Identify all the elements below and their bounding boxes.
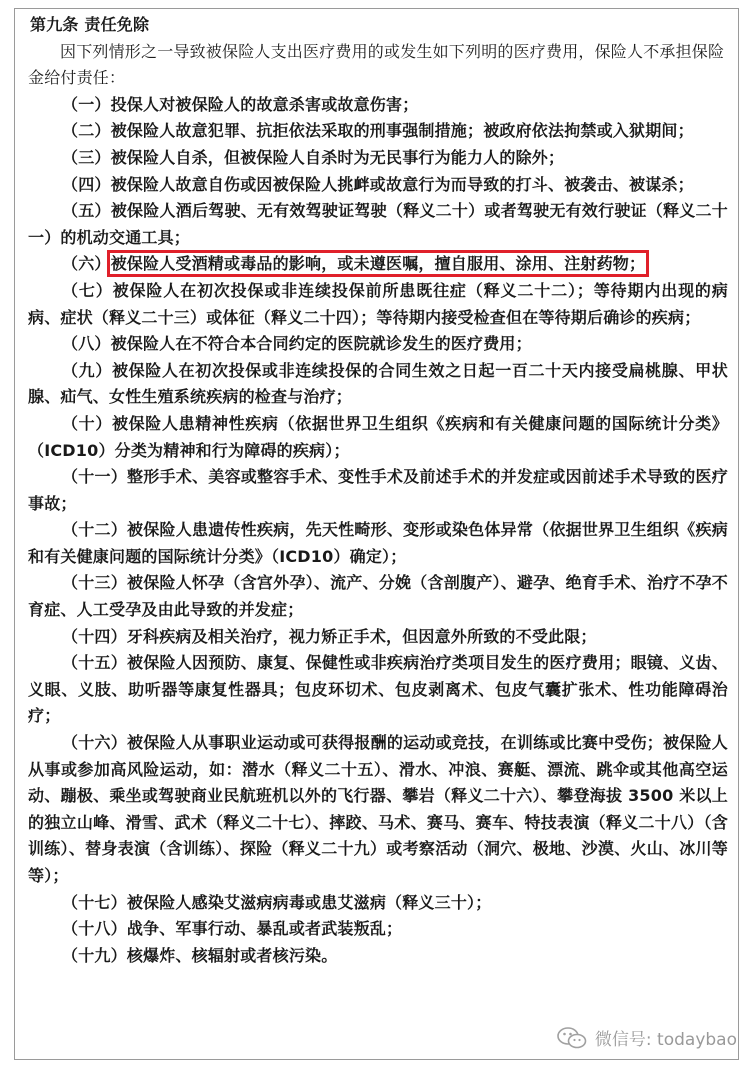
clause-8: （八）被保险人在不符合本合同约定的医院就诊发生的医疗费用； <box>62 334 532 354</box>
clause-17: （十七）被保险人感染艾滋病病毒或患艾滋病（释义三十）； <box>62 892 492 912</box>
clause-1: （一）投保人对被保险人的故意杀害或故意伤害； <box>62 94 419 114</box>
wechat-icon <box>557 1026 587 1050</box>
clause-9: （九）被保险人在初次投保或非连续投保的合同生效之日起一百二十天内接受扁桃腺、甲状腺、疝气、女性生殖系统疾病的检查与治疗； <box>28 360 728 407</box>
document-body <box>28 12 728 969</box>
clause-6: （六）被保险人受酒精或毒品的影响，或未遵医嘱，擅自服用、涂用、注射药物； <box>62 254 646 274</box>
clause-18: （十八）战争、军事行动、暴乱或者武装叛乱； <box>62 919 403 939</box>
clause-2: （二）被保险人故意犯罪、抗拒依法采取的刑事强制措施；被政府依法拘禁或入狱期间； <box>62 121 694 141</box>
section-title: 第九条 责任免除 <box>30 15 150 34</box>
watermark-text: 微信号: todaybao <box>594 1030 737 1050</box>
clause-14: （十四）牙科疾病及相关治疗，视力矫正手术，但因意外所致的不受此限； <box>62 626 597 646</box>
clause-5: （五）被保险人酒后驾驶、无有效驾驶证驾驶（释义二十）或者驾驶无有效行驶证（释义二十一）的机动交通工具； <box>28 201 728 247</box>
clause-10: （十）被保险人患精神性疾病（依据世界卫生组织《疾病和有关健康问题的国际统计分类》（ICD10）分类为精神和行为障碍的疾病）； <box>28 413 728 460</box>
clause-11: （十一）整形手术、美容或整容手术、变性手术及前述手术的并发症或因前述手术导致的医疗事故； <box>28 467 728 513</box>
clause-3: （三）被保险人自杀，但被保险人自杀时为无民事行为能力人的除外； <box>62 147 565 167</box>
clause-15: （十五）被保险人因预防、康复、保健性或非疾病治疗类项目发生的医疗费用；眼镜、义齿、义眼、义肢、助听器等康复性器具；包皮环切术、包皮剥离术、包皮气囊扩张术、性功能障碍治疗； <box>28 653 728 726</box>
clause-12: （十二）被保险人患遗传性疾病，先天性畸形、变形或染色体异常（依据世界卫生组织《疾病和有关健康问题的国际统计分类》（ICD10）确定）； <box>28 520 728 566</box>
intro-paragraph: 因下列情形之一导致被保险人支出医疗费用的或发生如下列明的医疗费用，保险人不承担保险金给付责任： <box>28 41 725 88</box>
clause-7: （七）被保险人在初次投保或非连续投保前所患既往症（释义二十二）；等待期内出现的病病、症状（释义二十三）或体征（释义二十四）；等待期内接受检查但在等待期后确诊的疾病； <box>28 280 728 327</box>
highlighted-clause: 被保险人受酒精或毒品的影响，或未遵医嘱，擅自服用、涂用、注射药物； <box>110 254 646 274</box>
clause-16: （十六）被保险人从事职业运动或可获得报酬的运动或竞技，在训练或比赛中受伤；被保险人从事或参加高风险运动，如：潜水（释义二十五）、滑水、冲浪、赛艇、漂流、跳伞或其他高空运动、蹦极、乘坐或驾驶商业民航班机以外的飞行器、攀岩（释义二十六）、攀登海拔 3500 米以上的独立山峰、滑雪、武术（释义二十七）、摔跤、马术、赛马、赛车、特技表演（释义二十八）（含训练）、替身表演（含训练）、探险（释义二十九）或考察活动（洞穴、极地、沙漠、火山、冰川等等）； <box>28 733 728 885</box>
watermark <box>557 1025 737 1050</box>
clause-19: （十九）核爆炸、核辐射或者核污染。 <box>62 945 338 965</box>
clause-13: （十三）被保险人怀孕（含宫外孕）、流产、分娩（含剖腹产）、避孕、绝育手术、治疗不孕不育症、人工受孕及由此导致的并发症； <box>28 573 728 620</box>
clause-4: （四）被保险人故意自伤或因被保险人挑衅或故意行为而导致的打斗、被袭击、被谋杀； <box>62 174 694 194</box>
